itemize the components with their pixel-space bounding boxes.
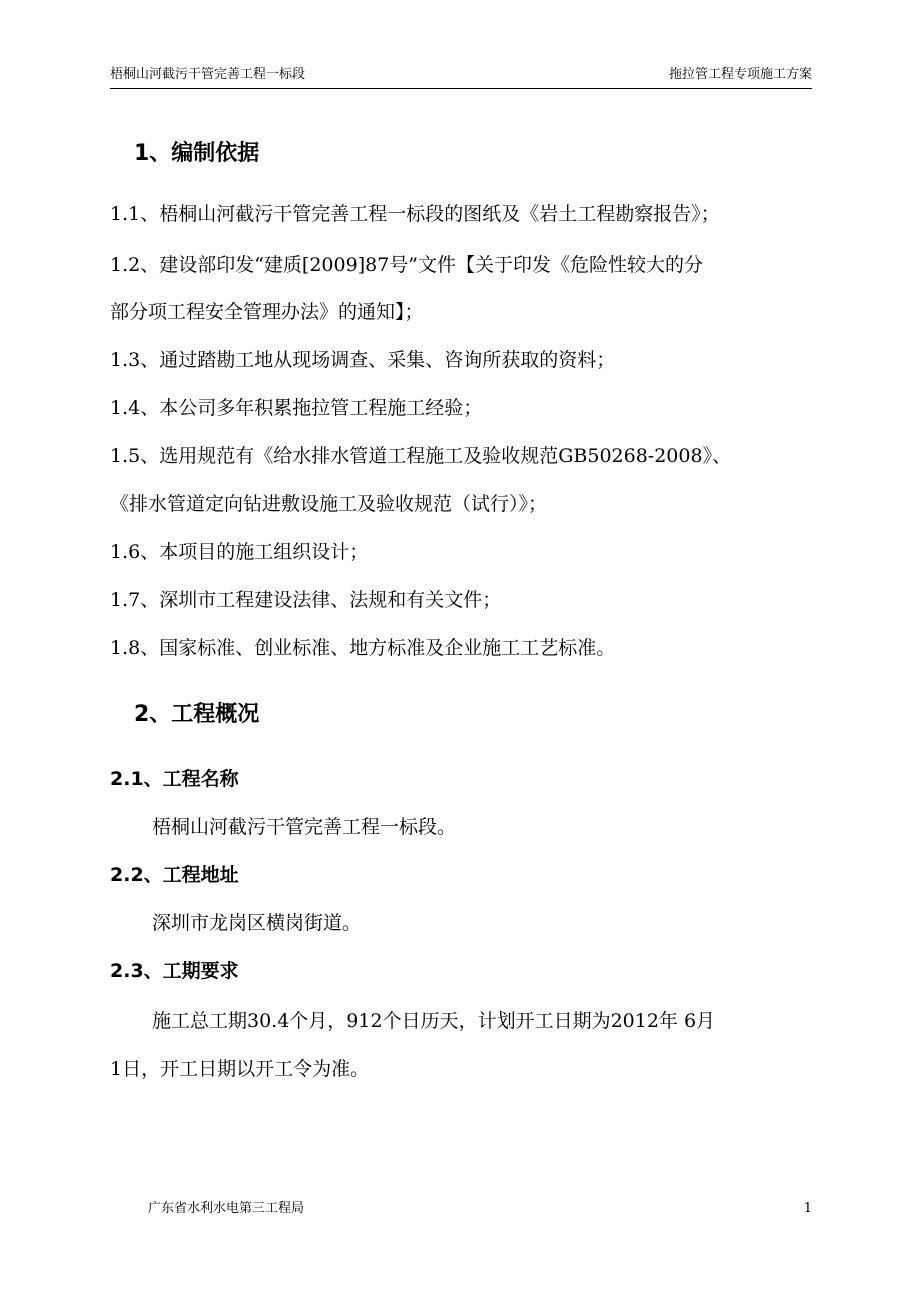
project-address-heading: 2.2、工程地址 bbox=[110, 864, 239, 886]
page-number: 1 bbox=[803, 1201, 812, 1216]
schedule-text-line-1: 施工总工期30.4个月，912个日历天，计划开工日期为2012年 6月 bbox=[152, 1010, 716, 1032]
basis-item-1-5: 1.5、选用规范有《给水排水管道工程施工及验收规范GB50268-2008》、 bbox=[110, 445, 732, 467]
project-name-text: 梧桐山河截污干管完善工程一标段。 bbox=[152, 816, 457, 838]
basis-item-1-7: 1.7、深圳市工程建设法律、法规和有关文件； bbox=[110, 589, 502, 611]
basis-item-1-1: 1.1、梧桐山河截污干管完善工程一标段的图纸及《岩土工程勘察报告》； bbox=[110, 203, 720, 225]
header-project-name: 梧桐山河截污干管完善工程一标段 bbox=[110, 67, 306, 82]
schedule-text-line-2: 1日，开工日期以开工令为准。 bbox=[110, 1058, 370, 1080]
basis-item-1-6: 1.6、本项目的施工组织设计； bbox=[110, 541, 369, 563]
footer-company-name: 广东省水利水电第三工程局 bbox=[148, 1201, 305, 1216]
schedule-heading: 2.3、工期要求 bbox=[110, 960, 239, 982]
basis-item-1-8: 1.8、国家标准、创业标准、地方标准及企业施工工艺标准。 bbox=[110, 637, 616, 659]
project-name-heading: 2.1、工程名称 bbox=[110, 768, 239, 790]
project-address-text: 深圳市龙岗区横岗街道。 bbox=[152, 912, 362, 934]
basis-item-1-2-continued: 部分项工程安全管理办法》的通知】； bbox=[110, 301, 424, 323]
basis-item-1-2: 1.2、建设部印发“建质[2009]87号”文件【关于印发《危险性较大的分 bbox=[110, 254, 703, 276]
basis-item-1-3: 1.3、通过踏勘工地从现场调查、采集、咨询所获取的资料； bbox=[110, 349, 616, 371]
section-1-heading: 1、编制依据 bbox=[134, 141, 260, 166]
section-2-heading: 2、工程概况 bbox=[134, 702, 260, 727]
basis-item-1-4: 1.4、本公司多年积累拖拉管工程施工经验； bbox=[110, 397, 483, 419]
header-document-title: 拖拉管工程专项施工方案 bbox=[668, 67, 812, 82]
page-header bbox=[110, 66, 812, 89]
basis-item-1-5-continued: 《排水管道定向钻进敷设施工及验收规范（试行）》； bbox=[110, 493, 548, 515]
